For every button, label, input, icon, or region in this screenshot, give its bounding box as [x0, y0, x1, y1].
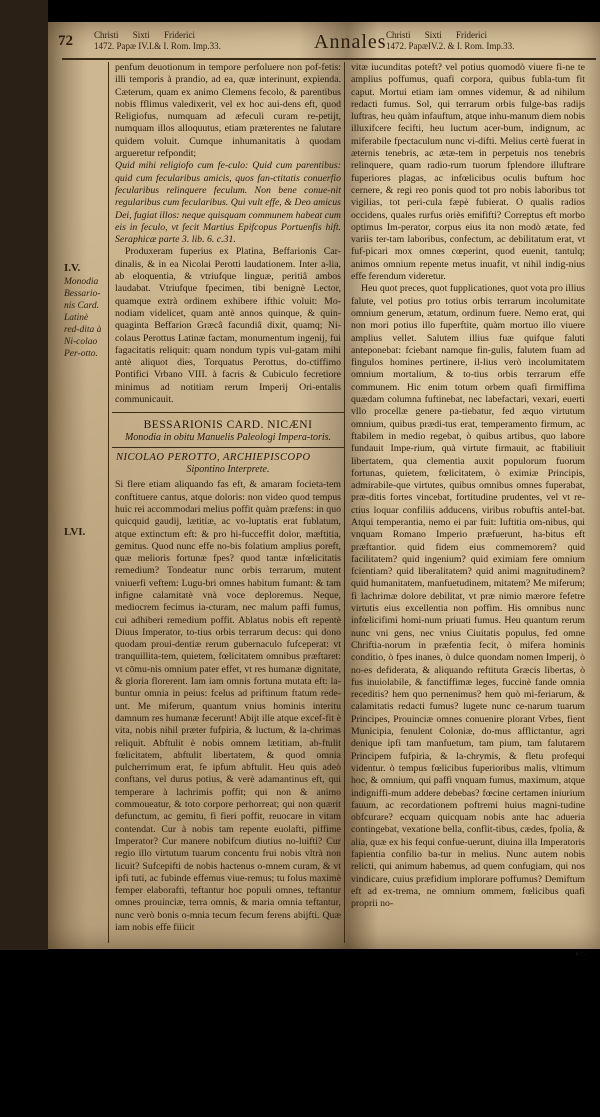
margin-note: Monodia Bessario-nis Card. Latinè red-dita à Ni-colao Per-otto.	[64, 277, 102, 359]
binding-shadow	[0, 0, 48, 950]
margin-number-lvi: LVI.	[64, 526, 86, 538]
page-title: Annales	[314, 31, 387, 53]
black-background	[0, 955, 600, 1117]
right-running-head	[386, 30, 514, 52]
right-paragraph-1: vitæ iucunditas poteft? vel potius quomodò viuere fi-ne te amplius poffumus, quafi corpora, quibus fubla-tum fit caput. Mortui etiam iam omnes videmur, & ad nihilum redacti fumus. Sol, qui terrarum orbis fulge-bas radijs luftras, heu quàm infauftum, atque inhu-manum diem nobis illuxifcere fecifti, heu luctum acer-bum, indignum, ac miferabile fpectaculum nunc vi-difti. Melius certè fuerat in æternis tenebris, ac ætæ-tem in perpetuis nos tenebris relinquere, quam radio-rum tuorum fplendore illuftrare fuperiores plagas, ac infœlicibus oculis buftum hoc cernere, & regi reo ponis quod tot pro nobis laboribus tot vigilias, tot peri-cula fæpè fubierat. O qualis radios occidens, quales rurfus oriès emififti? Correptus eft morbo optimus Im-perator, corpus eius ita non modò ætate, fed variis ter-tam laboribus, confectum, ac debilitatum erat, vt fuf-picari mox omnes cœperint, quod euenit, tantulq; animos omnium repente metus inuafit, vt nihil indig-nius effe ferendum videretur.	[351, 62, 585, 283]
section-subheading: Monodia in obitu Manuelis Paleologi Impera-toris.	[124, 432, 332, 444]
left-column	[112, 62, 345, 943]
head-years-right: 1472. PapæIV.2. & I. Rom. Imp.33.	[386, 41, 515, 51]
head-christi-right: Christi	[386, 30, 411, 40]
translator-heading: NICOLAO PEROTTO, ARCHIEPISCOPO	[116, 452, 311, 464]
translator-subheading: Sipontino Interprete.	[186, 464, 270, 476]
left-paragraph-3: Si flere etiam aliquando fas eft, & amaram focieta-tem conftituere cantus, atque doloris: non video quod tempus huic rei accommodari melius poffit quàm præfens: in quo quicquid gaudij, lætitiæ, ac vo-luptatis erat fublatum, atque extinctum eft: & pro hi-fucceffit dolor, mæftitia, gemitus. Quod nunc effe no-bis folatium amplius poreft, quæ melioris fortunæ fpes? quod tantæ infœlicitatis remedium? Tondeatur nunc orbis terrarum, mutent vniuerfi veftem: Lugu-bri omnes habitum fumant: & tam infigne calamitatè vnà voce deploremus. Neque, mediocrem fecimus ia-cturam, nec malum paffi fumus, cui adhiberi remedium poffit. Ablatus nobis eft repentè Diuus Imperator, to-tius orbis terrarum decus: qui dono quodam proui-dentiæ rerum gubernaculo fufceperat: vt tranquillita-tem, quietem, fœlicitatem omnibus præftaret: vt cōmu-nis omnium pater effet, vt res humanæ dignitate, & gloria florerent. Iam iam omnis fortuna mutata eft: la-buntur omnia in peius: fcelus ad priftinum ftatum rede-unt. Me miferum, quantum vnius hominis interitu damnum res humanæ fecerunt! Abijt ille atque excef-fit è vita, nobis nihil præter fufpiria, & luctum, & la-chrimas reliquit. Abftulit è nobis omnem lætitiam, ab-ftulit fœlicitatem, abftulit libertatem, & quod omnia pulcherrimum erat, fe ipfum abftulit. Heu quis adeò conftans, vel durus potius, & verè adamantinus eft, qui temperare à lachrimis poffit; qui non & animo commoueatur, & toto corpore perhorreat; qui non quærit defunctum, ac gemitu, fi fieri poffit, reuocare in vitam contendat. Cur à nobis tam repente euolafti, piffime Imperator? Cur manere nobifcum diutius no-luifti? Cur regio illo virtutum tuarum concentu frui nobis vltrà non licuit? Sufcepifti de nobis hactenus o-mnem curam, & vt ipfi tuti, ac fubinde effemus viue-remus; tu folus maximè femper elaborafti, teftantur hoc populi omnes, teftantur omnes prouinciæ, terra omnis, & maria omnia teftantur, nunc verò bonis o-mnia tecum fecum ferens abijfti. Quæ iam nobis effe fiiicit	[115, 479, 341, 933]
section-rule	[112, 412, 344, 413]
book-page	[48, 22, 600, 949]
head-sixti: Sixti	[132, 30, 150, 40]
left-paragraph-1: penfum deuotionum in tempore perfoluere non pof-fetis: illi temporis à prandio, ad ea, quæ interinunt, expienda. Cæterum, quam ex animo Clemens fecolo, & parentibus nobis fflimus valedixerit, vel ex hoc aui-dens eft, quod Religiofus, numquam ad æfeculi curam re-petijt, numquam illos alloquutus, etiam præterentes ne falutare quidem voluit. Cumque inhumanitatis à quodam argueretur refpondit;	[115, 62, 341, 160]
right-paragraph-2: Heu quot preces, quot fupplicationes, quot vota pro illius falute, vel potius pro totius orbis terrarum incolumitate omnium generum, ætatum, ordinum fuere. Nemo erat, qui non mori potius illo fuperftite, quàm mortuo illo viuere amplius vellet. Salutem illius fuæ quifque faluti anteponebat: fciebant namque fin-gulis, falutem fuam ad fingulos homines pertinere, il-lius verò incolumitatem omnium mortalium, & to-tius orbis terrarum effe communem. Hic enim totum orbem quafi firmiffima quædam columna fuftinebat, nec labefactari, vexari, euerti vllo procellæ genere pa-tiebatur, fed æquo virtutum omnium, quibus prædi-tus erat, temperamento firmum, ac ftabilem in medio regebat, ò quibus artibus, quo labore fundauit Impe-rium, quà virtute firmauit, ac ftabiliuit libertatem, qua clementia auxit populorum fuorum fortunas, quietem, fœlicitatem, ò eximiæ Principis, admirabile-que virtutes, quibus omnibus omnes fuperabat, præ-ditis fortes vincebat, fortitudine prudentes, vel vt re-ctius loquar confiliis adducens, viribus robuftis anteI-bat. Atqui temperantia, nemo ei par fuit: Iuftitia om-nibus, qui vnquam Romano Imperio præfuerunt, ha-bitus eft præftantior. quid fidem eius commemorem? quid facilitatem? quid ingenium? quid eximiam fere omnium fcientiam? quid liberalitatem? quid animi magnitudinem? quid humanitatem, manfuetudinem, mitatem? Me miferum; fi lachrimæ dolore debilitat, vt præ nimio mærore fefetre virtutis eius excellentia non poffim. His omnibus nunc infœlicifimi homi-num priuati fumus. Heu quantum rerum nunc vni gens, nec vnius Ciuitatis populus, fed omne Chriftia-norum in præfentia fecit, ò mifera hominis conditio, ò fpes inanes, ò dulce quondam nomen Imperij, ò no-es defiderata, & aliquando reftituta Græcis libertas, ò fus inuiolabile, & fanctiffimæ leges, fuccinè fande omnia receditis? hem quo pernenimus? hem quò mi-feriarum, & calamitatis redacti fumus? lugete nunc ce-narum tuarum Principes, Prouinciæ omnes conuenire plorant Vrbes, fient Municipia, fenulent Coloniæ, do-mus afflictantur, agri denique ipfi tam manfuetum, tam pium, tam falutarem Principem fufpiria, & la-chrymis, & fletu profequi videntur. ò tempus fœlicibus fuperioribus malis, vltimum hoc, & omnium, qui paffi vnquam fumus, maximum, atque indigniffi-mum addere debebas? fœcine certamen iniurium fauum, ac recordationem poftremi huius magni-tudine obfcurare? ecquam quicquam nobis ante hac adueria contingebat, vexatione bella, conflit-tibus, cædes, fpolia, & alia, quæ ex his fequi confue-uerunt, diuina illa Imperatoris fapientia confilio ba-tur in melius. Nunc autem nobis relicti, qui animum habemus, ad quem confugiam, qui nos vindicare, cuius præfidium implorare poffumus? Demiftum eft ad ex-trema, ne omnium ommem, fœlicibus quafi proprii no-	[351, 283, 585, 910]
page-number: 72	[58, 33, 73, 49]
right-column	[348, 62, 588, 943]
head-christi: Christi	[94, 30, 119, 40]
head-friderici-right: Friderici	[456, 30, 488, 40]
margin-column	[62, 62, 109, 943]
margin-number-lv: I.V.	[64, 262, 81, 274]
head-friderici: Friderici	[164, 30, 196, 40]
head-years: 1472. Papæ IV.I.& I. Rom. Imp.33.	[94, 41, 221, 51]
left-paragraph-2: Produxeram fuperius ex Platina, Beffarionis Car-dinalis, & in ea Nicolai Perotti laudationem. Inter a-lia, ab eloquentia, & vtriufque linguæ, peritiâ ambos laudabat. Vtriufque fpecimen, tibi benignè Lector, quamque extrà ordinem exhibere ifthic voluit: Mo-nodiam videlicet, quam antè annos quinque, & quin-quaginta Beffarion Græcâ facundiâ dixit, quamq; Ni-colaus Perottus Latinæ factam, monumentum ingenij, fui fagacitatis reliquit: quam nondum typis vul-gatam mihi antè aliquot dies, Torquatus Perottus, do-ctiffimo Pontifici Vrbano VIII. à facris & Cubiculo fecretiore minimus ad notitiam rerum Imperij Ori-entalis communicauit.	[115, 246, 341, 406]
running-header	[56, 30, 592, 60]
left-running-head	[94, 30, 221, 52]
head-sixti-right: Sixti	[424, 30, 442, 40]
header-rule	[62, 58, 596, 60]
section-heading: BESSARIONIS CARD. NICÆNI	[143, 419, 313, 432]
section-rule-2	[112, 447, 344, 448]
left-paragraph-quote: Quid mihi religiofo cum fe-culo: Quid cum parentibus: quid cum fecularibus amicis, quos fan-ctitatis conuerfio fecularibus relinquere feculum. Non bene conue-nit regularibus cum fecularibus. Qui vult effe, & Deo amicus Dei, fugiat illos: neque quisquam communem habeat cum eis in feculo, vt fecit Martius Epifcopus Portuenfis hift. Seraphicæ parte 3. lib. 6. c.31.	[115, 160, 341, 246]
